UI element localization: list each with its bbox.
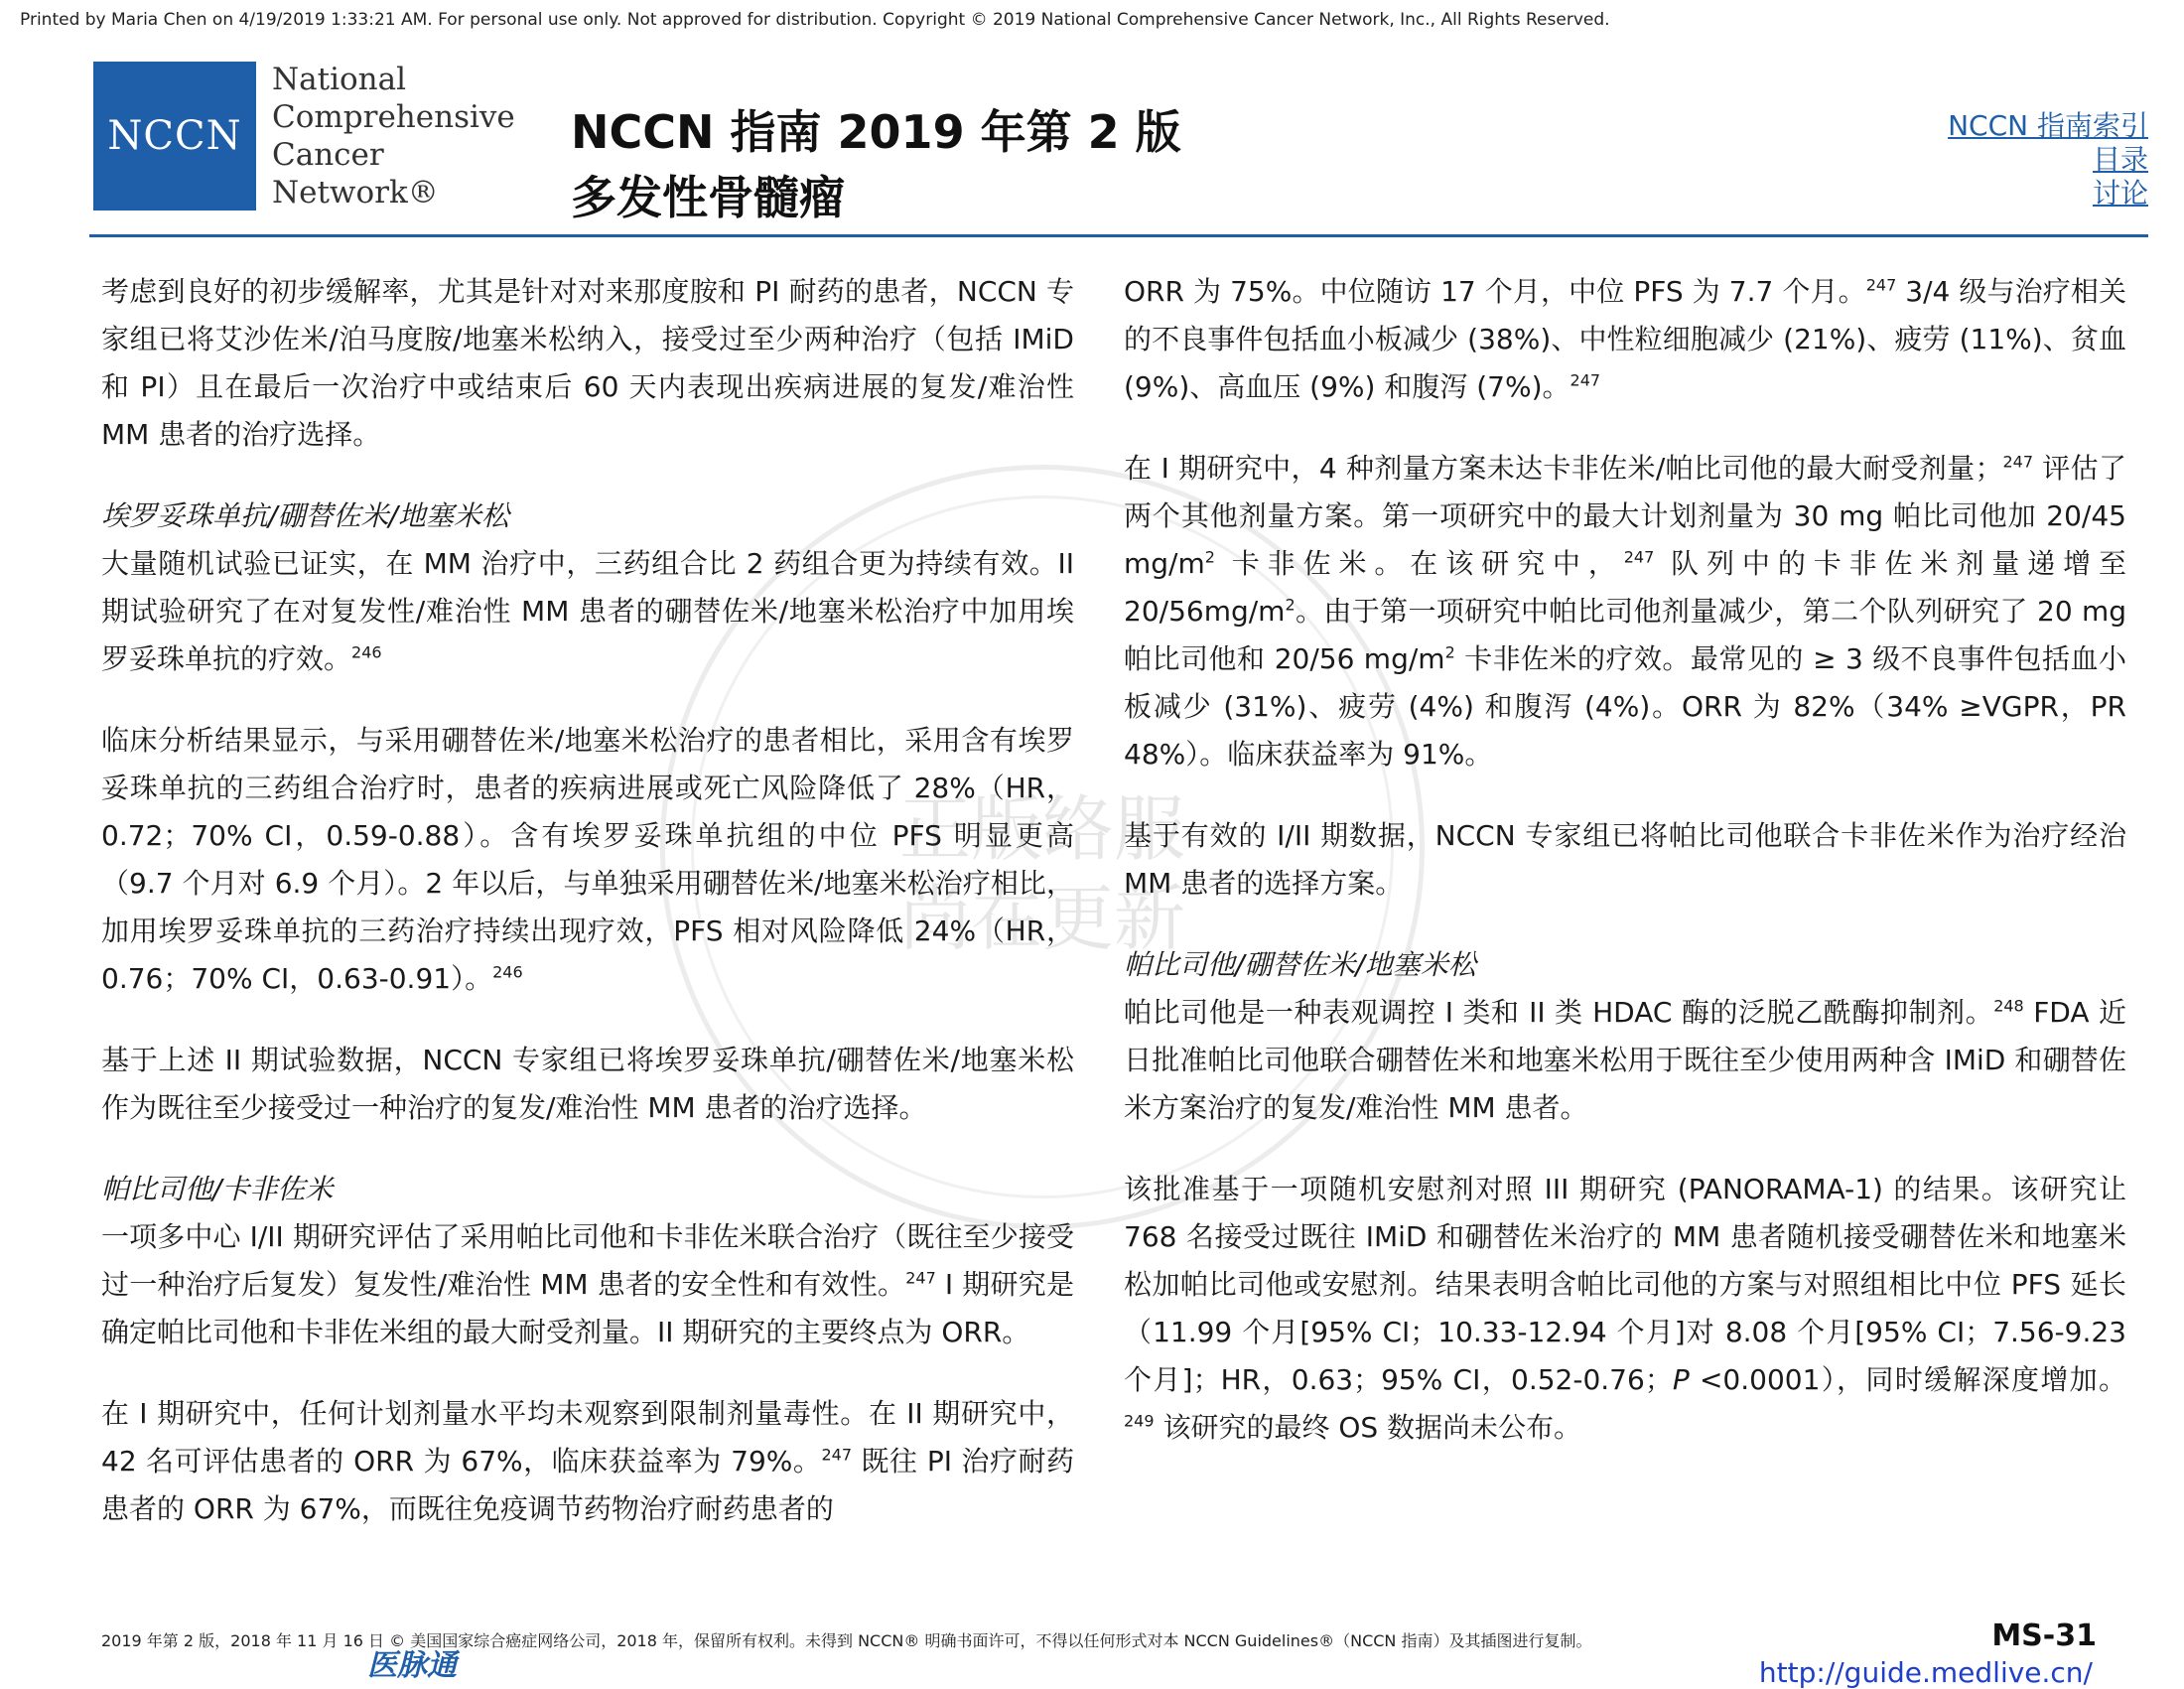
logo-line: Network®: [272, 175, 439, 211]
paragraph: 帕比司他是一种表观调控 I 类和 II 类 HDAC 酶的泛脱乙酰酶抑制剂。$^{248}$ FDA 近日批准帕比司他联合硼替佐米和地塞米松用于既往至少使用两种含 IMiD 和硼替佐米方案治疗的复发/难治性 MM 患者。: [1124, 996, 2127, 1124]
paragraph: 该批准基于一项随机安慰剂对照 III 期研究 (PANORAMA-1) 的结果。该研究让 768 名接受过既往 IMiD 和硼替佐米治疗的 MM 患者随机接受硼替佐米和地塞米松加帕比司他或安慰剂。结果表明含帕比司他的方案与对照组相比中位 PFS 延长（11.99 个月[95% CI；10.33-12.94 个月]对 8.08 个月[95% CI；7.56-9.23 个月]；HR，0.63；95% CI，0.52-0.76；P <0.0001），同时缓解深度增加。$^{249}$ 该研究的最终 OS 数据尚未公布。: [1124, 1173, 2127, 1444]
right-column: [1124, 268, 2126, 1485]
reference-number: 246: [351, 642, 382, 662]
superscript: 2: [1204, 547, 1215, 567]
superscript: 2: [1285, 595, 1296, 615]
footer-url-link[interactable]: http://guide.medlive.cn/: [1758, 1656, 2093, 1689]
reference-number: 248: [1993, 996, 2024, 1016]
logo-wordmark: [272, 61, 515, 211]
title-line-2: 多发性骨髓瘤: [571, 171, 845, 224]
paragraph: ORR 为 75%。中位随访 17 个月，中位 PFS 为 7.7 个月。$^{247}$ 3/4 级与治疗相关的不良事件包括血小板减少 (38%)、中性粒细胞减少 (21%)、疲劳 (11%)、贫血 (9%)、高血压 (9%) 和腹泻 (7%)。$^{247}$: [1124, 275, 2126, 403]
header-divider: [89, 234, 2148, 237]
superscript: 2: [1444, 642, 1455, 662]
nccn-logo: [93, 62, 515, 211]
reference-number: 249: [1124, 1411, 1155, 1431]
logo-mark: NCCN: [93, 62, 256, 211]
reference-number: 247: [1570, 370, 1601, 390]
title-line-1: NCCN 指南 2019 年第 2 版: [571, 105, 1181, 159]
nav-link-index[interactable]: NCCN 指南索引: [1948, 109, 2148, 142]
paragraph: 临床分析结果显示，与采用硼替佐米/地塞米松治疗的患者相比，采用含有埃罗妥珠单抗的三药组合治疗时，患者的疾病进展或死亡风险降低了 28%（HR，0.72；70% CI，0.59-0.88）。含有埃罗妥珠单抗组的中位 PFS 明显更高（9.7 个月对 6.9 个月）。2 年以后，与单独采用硼替佐米/地塞米松治疗相比，加用埃罗妥珠单抗的三药治疗持续出现疗效，PFS 相对风险降低 24%（HR，0.76；70% CI，0.63-0.91）。$^{246}$: [101, 724, 1074, 995]
paragraph: 在 I 期研究中，4 种剂量方案未达卡非佐米/帕比司他的最大耐受剂量；$^{247}$ 评估了两个其他剂量方案。第一项研究中的最大计划剂量为 30 mg 帕比司他加 20/45 $mg/m^2$ 卡非佐米。在该研究中，$^{247}$ 队列中的卡非佐米剂量递增至 $20/56mg/m^2$。由于第一项研究中帕比司他剂量减少，第二个队列研究了 20 mg 帕比司他和 20/56 $mg/m^2$ 卡非佐米的疗效。最常见的 ≥ 3 级不良事件包括血小板减少 (31%)、疲劳 (4%) 和腹泻 (4%)。ORR 为 82%（34% ≥VGPR，PR 48%）。临床获益率为 91%。: [1124, 452, 2126, 771]
watermark-line: 正版络服: [898, 787, 1185, 871]
watermark-line: 尚在更新: [898, 877, 1185, 960]
reference-number: 247: [905, 1268, 936, 1288]
header-nav: [1948, 109, 2148, 211]
print-notice: Printed by Maria Chen on 4/19/2019 1:33:21 AM. For personal use only. Not approved for distribution. Copyright © 2019 National Comprehensive Cancer Network, Inc., All Rights Reserved.: [20, 10, 1610, 30]
footer-copyright: 2019 年第 2 版，2018 年 11 月 16 日 © 美国国家综合癌症网络公司，2018 年，保留所有权利。未得到 NCCN® 明确书面许可，不得以任何形式对本 NCCN Guidelines®（NCCN 指南）及其插图进行复制。: [101, 1631, 1592, 1650]
reference-number: 246: [492, 962, 523, 982]
p-value-symbol: P: [1672, 1363, 1690, 1396]
nav-link-discussion[interactable]: 讨论: [2092, 177, 2148, 210]
logo-line: Comprehensive: [272, 99, 515, 135]
reference-number: 247: [1865, 275, 1897, 295]
reference-number: 247: [1623, 547, 1655, 567]
section-heading: 帕比司他/硼替佐米/地塞米松: [1124, 948, 1476, 981]
paragraph: 考虑到良好的初步缓解率，尤其是针对对来那度胺和 PI 耐药的患者，NCCN 专家组已将艾沙佐米/泊马度胺/地塞米松纳入，接受过至少两种治疗（包括 IMiD 和 PI）且在最后一次治疗中或结束后 60 天内表现出疾病进展的复发/难治性 MM 患者的治疗选择。: [101, 275, 1074, 451]
paragraph: 大量随机试验已证实，在 MM 治疗中，三药组合比 2 药组合更为持续有效。II 期试验研究了在对复发性/难治性 MM 患者的硼替佐米/地塞米松治疗中加用埃罗妥珠单抗的疗效。$^{246}$: [101, 547, 1074, 675]
paragraph: 基于上述 II 期试验数据，NCCN 专家组已将埃罗妥珠单抗/硼替佐米/地塞米松作为既往至少接受过一种治疗的复发/难治性 MM 患者的治疗选择。: [101, 1044, 1074, 1124]
medlive-logo: 医脉通: [367, 1648, 457, 1683]
logo-line: National: [272, 62, 407, 97]
paragraph: 在 I 期研究中，任何计划剂量水平均未观察到限制剂量毒性。在 II 期研究中，42 名可评估患者的 ORR 为 67%，临床获益率为 79%。$^{247}$ 既往 PI 治疗耐药患者的 ORR 为 67%，而既往免疫调节药物治疗耐药患者的: [101, 1397, 1074, 1525]
left-column: [101, 268, 1074, 1567]
section-heading: 埃罗妥珠单抗/硼替佐米/地塞米松: [101, 499, 509, 532]
reference-number: 247: [2002, 452, 2034, 472]
paragraph: 一项多中心 I/II 期研究评估了采用帕比司他和卡非佐米联合治疗（既往至少接受过一种治疗后复发）复发性/难治性 MM 患者的安全性和有效性。$^{247}$ I 期研究是确定帕比司他和卡非佐米组的最大耐受剂量。II 期研究的主要终点为 ORR。: [101, 1220, 1074, 1348]
page-title: [571, 99, 1181, 230]
paragraph: 基于有效的 I/II 期数据，NCCN 专家组已将帕比司他联合卡非佐米作为治疗经治 MM 患者的选择方案。: [1124, 819, 2126, 900]
logo-line: Cancer: [272, 137, 384, 173]
page-number: MS-31: [1991, 1619, 2097, 1653]
reference-number: 247: [821, 1445, 852, 1465]
nav-link-toc[interactable]: 目录: [2092, 143, 2148, 176]
section-heading: 帕比司他/卡非佐米: [101, 1173, 334, 1205]
